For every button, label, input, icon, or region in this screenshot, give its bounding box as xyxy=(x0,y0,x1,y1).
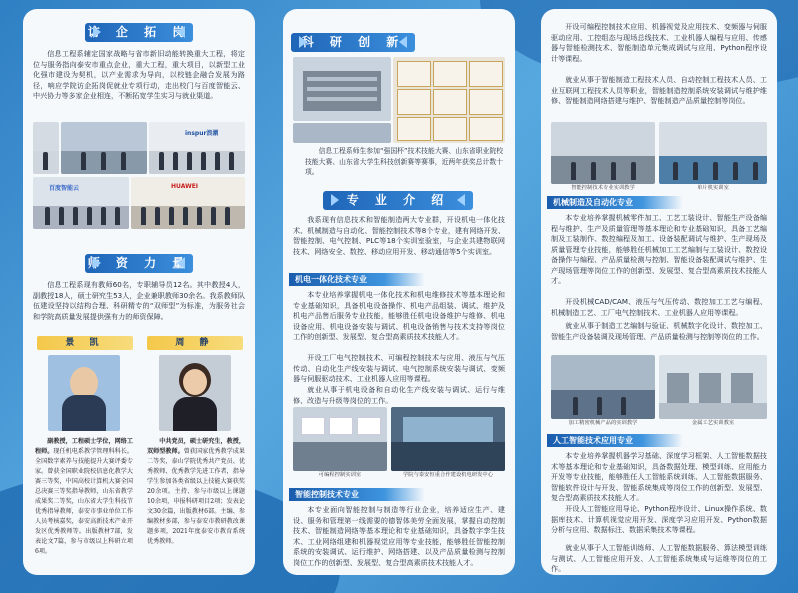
ai-jobs: 就业从事于人工智能训练师、人工智能数据服务、算法模型训练与测试、人工智能应用开发、人工智能系统集成与运维等岗位的工作。 xyxy=(551,543,767,573)
smart-control-title: 智能控制技术专业 xyxy=(289,488,425,501)
panel-middle xyxy=(283,9,515,575)
photo-caption: 金属工艺实训教室 xyxy=(691,420,735,426)
majors-intro: 我系现有信息技术和智能制造两大专业群，开设机电一体化技术、机械制造与自动化、智能控制技术等8个专业，建有网络开发、智能控制、电气控制、PLC等18个实训室验室，与企业共建物联网技术、网络安全、数控、移动应用开发、移动通信等5个实训室。 xyxy=(293,215,505,256)
mechatronics-photo xyxy=(391,407,505,471)
panel-left xyxy=(23,9,255,575)
research-caption: 信息工程系师生参加“强国杯”技术技能大赛、山东省职业院校技能大赛、山东省大学生科技创新赛等赛事，近两年获奖总计数十项。 xyxy=(305,147,503,176)
majors-section-title: 专 业 介 绍 xyxy=(323,191,473,210)
manufacturing-courses: 开设机械CAD/CAM、液压与气压传动、数控加工工艺与编程、机械制造工艺、工厂电气控制技术、工业机器人应用等课程。 xyxy=(551,297,767,317)
smart-control-photo xyxy=(659,122,767,184)
photo-caption: 加工精密机械产品的实训教学 xyxy=(568,420,638,426)
smart-control-jobs: 就业从事于智能制造工程技术人员、自动控制工程技术人员、工业互联网工程技术人员等职业，智能制造控制系统安装调试与维护维修、智能制造网络搭建与维护、智能制造产品质量控制等岗位。 xyxy=(551,75,767,105)
visit-text: 信息工程系辅定国家战略与省市新旧动能转换重大工程，将定位与服务指向泰安市重点企业，重大工程，重大项目，以新型工业化强市建设为契机，以产业需求为导向，以校链企融合发展为路径，响应学院访企拓岗促就业专项行动，走出校门与百度智能云、中兴协力等多家企业相连，不断拓宽学生实习与就业渠道。 xyxy=(33,49,245,100)
visit-photo-inspur: inspur浪潮 xyxy=(149,122,245,174)
research-photo-team xyxy=(293,123,391,143)
ai-courses: 开设人工智能应用导论、Python程序设计、Linux操作系统、数据库技术、计算机视觉应用开发、深度学习应用开发、Python数据分析与应用、数据标注、数据采集技术等课程。 xyxy=(551,504,767,534)
smart-control-text: 本专业面向智能控制与制造等行业企业，培养适应生产、建设、服务和管理第一线需要的德智体美劳全面发展，掌握自动控制技术、智能制造网络等基本理论和专业基础知识，具备数字孪生技术、工业网络组建和机器视觉应用等专业技能，能够胜任智能控制系统的安装调试、运行维护、网络搭建、以及产品质量检测与控制岗位工作的创新型、发展型、复合型高素质技术技能人才。 xyxy=(293,505,505,567)
visit-photo xyxy=(33,122,59,174)
panel-right xyxy=(541,9,777,575)
photo-caption: 学院与泰安恒重合作建设机电研发中心 xyxy=(402,472,494,478)
teachers-text: 信息工程系现有教师60名，专职辅导员12名。其中教授4人，副教授18人，硕士研究生53人，企业兼职教师30余名。我系教师队伍建设坚持以结构合理、科研精专的“双师型”为标准，为服务社会和学院高质量发展提供强有力的师资保障。 xyxy=(33,280,245,321)
research-section-title: 科 研 创 新 xyxy=(291,33,415,52)
teacher-portrait xyxy=(159,355,231,431)
mechatronics-text: 本专业培养掌握机电一体化技术和机电维修技术等基本理论和专业基础知识，具备机电设备操作、机电产品组装、调试、维护及机电产品售后服务专业技能，能够胜任机电设备维护与维修、机电设备应用、机电设备安装与调试、机电设备销售与技术支持等岗位工作的创新型、发展型、复合型高素质技术技能人才。 xyxy=(293,290,505,341)
smart-control-courses: 开设可编程控制技术应用、机器视觉及应用技术、变频器与伺服驱动应用、工控组态与现场总线技术、工业机器人编程与应用、传感器与智能检测技术、智能制造单元集成调试与应用、Python程序设计等课程。 xyxy=(551,22,767,63)
visit-photo-baidu: 百度智能云 xyxy=(33,177,129,229)
teacher-name: 景 凯 xyxy=(37,336,133,350)
mechatronics-jobs: 就业从事于机电设备和自动化生产线安装与调试、运行与维修、改造与升级等岗位的工作。 xyxy=(293,385,505,405)
visit-photo-huawei: HUAWEI xyxy=(131,177,245,229)
manufacturing-title: 机械制造及自动化专业 xyxy=(547,196,683,209)
manufacturing-photo xyxy=(551,355,655,419)
research-photo-certificates xyxy=(393,57,505,143)
teachers-section-title: 师 资 力 量 xyxy=(85,254,193,273)
teacher-portrait xyxy=(48,355,120,431)
visit-section-title: 访 企 拓 岗 xyxy=(85,23,193,42)
mechatronics-title: 机电一体化技术专业 xyxy=(289,273,425,286)
manufacturing-photo xyxy=(659,355,767,419)
photo-caption: 智能控制技术专业实训教学 xyxy=(571,185,635,191)
photo-caption: 单片机实训室 xyxy=(697,185,729,191)
manufacturing-jobs: 就业从事于制造工艺编制与验证、机械数字化设计、数控加工、智能生产设备装调及现场管理、产品质量检测与控制等岗位的工作。 xyxy=(551,321,767,341)
manufacturing-text: 本专业培养掌握机械零件加工、工艺工装设计、智能生产设备编程与维护、生产及质量管理等基本理论和专业基础知识，具备工艺编制及工装制作、数控编程及加工、设备装配调试与维护、生产现场及质量管理专业技能，能够胜任机械加工工艺编制与工装设计、数控设备操作与编程、产品质量检测与控制、智能设备装配调试与维护、生产现场管理等岗位工作的创新型、发展型、复合型高素质技术技能人才。 xyxy=(551,213,767,285)
ai-title: 人工智能技术应用专业 xyxy=(547,434,683,447)
teacher-name: 周 静 xyxy=(147,336,243,350)
photo-caption: 可编程控制实训室 xyxy=(318,472,362,478)
research-photo-building xyxy=(293,57,391,121)
teacher-bio: 副教授，工程硕士学位，网络工程师。现任机电系教学管理科科长。全国数字素养与技能提升大赛评委专家。曾获全国职业院校信息化教学大赛三等奖，中国高校计算机大赛全国总决赛三等奖指导教师，山东省教学成果奖二等奖，山东省大学生科技节优秀指导教师，泰安市事业单位工作人员考核嘉奖，泰安高新技术产业开发区优秀教师等。出版教材7部，发表论文7篇，参与市级以上科研立项6项。 xyxy=(35,438,134,555)
teacher-bio: 中共党员，硕士研究生，教授，双师型教师。曾获国家优秀教学成果二等奖，泰山学院优秀共产党员、优秀教师、优秀教学先进工作者，指导学生参加各类省级以上技能大赛获奖20余项。主持、参与市级以上课题10余项，申报科研项目2项；发表论文30余篇，出版教材6部。主编、参编教材多部，参与泰安市教研教改课题多项，2021年度泰安市教育系统优秀教师。 xyxy=(147,438,246,545)
mechatronics-courses: 开设工厂电气控制技术、可编程控制技术与应用、液压与气压传动、自动化生产线安装与调试、电气控制系统安装与调试、变频器与伺服驱动技术、工业机器人应用等课程。 xyxy=(293,353,505,383)
ai-text: 本专业培养掌握机器学习基础、深度学习框架、人工智能数据技术等基本理论和专业基础知识，具备数据处理、模型训练、应用能力开发等专业技能，能够胜任人工智能系统训练、人工智能数据服务、智能软件设计与开发、智能系统集成等岗位工作的创新型、发展型、复合型高素质技术技能人才。 xyxy=(551,451,767,502)
smart-control-photo xyxy=(551,122,655,184)
mechatronics-photo xyxy=(293,407,387,471)
visit-photo xyxy=(61,122,147,174)
